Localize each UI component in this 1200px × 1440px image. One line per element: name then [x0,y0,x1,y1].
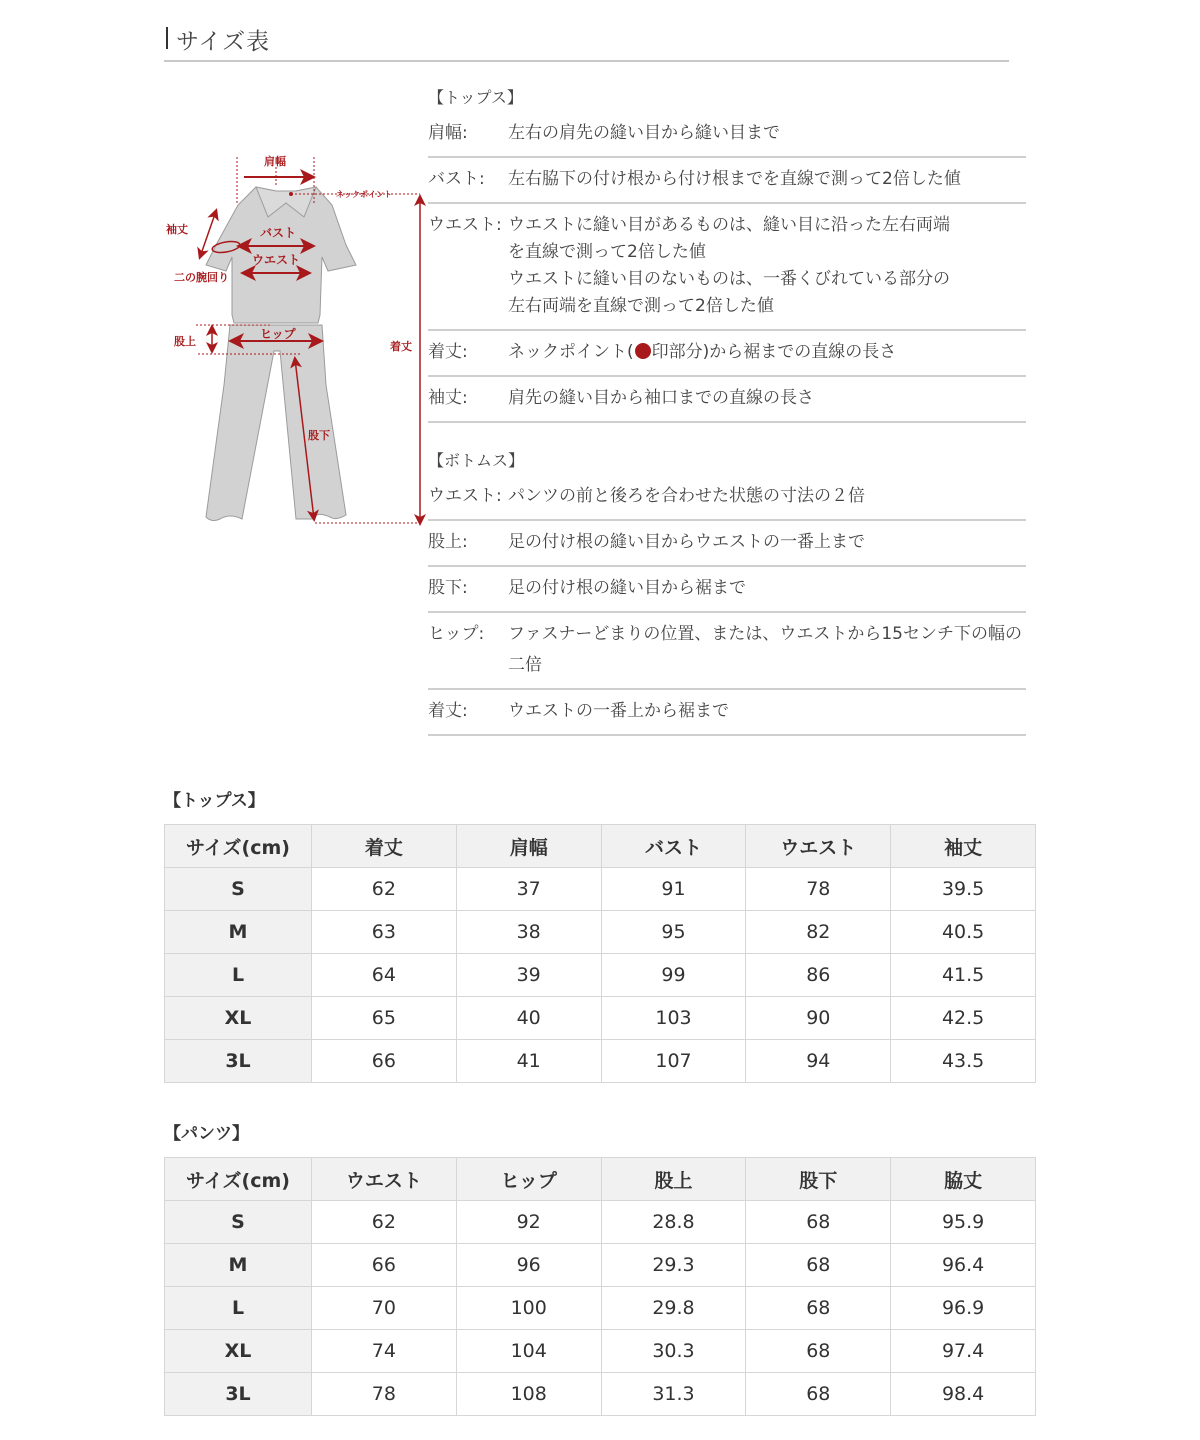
table-cell: 41.5 [891,954,1036,997]
column-header: ウエスト [746,825,891,868]
column-header: ヒップ [456,1158,601,1201]
definition-desc: 肩先の縫い目から袖口までの直線の長さ [508,388,814,408]
definition-row [428,475,1026,521]
definition-term: 股下: [428,578,468,598]
table-cell: 104 [456,1330,601,1373]
table-cell: 92 [456,1201,601,1244]
table-cell: 68 [746,1201,891,1244]
definition-term: 股上: [428,532,468,552]
definition-row [428,613,1026,690]
table-cell: 68 [746,1287,891,1330]
tops-table-title: 【トップス】 [164,791,265,811]
table-cell: 39 [456,954,601,997]
table-cell: 96.9 [891,1287,1036,1330]
table-cell: 99 [601,954,746,997]
table-row [165,1287,1036,1330]
table-cell: 29.8 [601,1287,746,1330]
column-header: 股上 [601,1158,746,1201]
table-cell: 40 [456,997,601,1040]
label-upper-arm: 二の腕回り [174,271,229,284]
definition-desc: 左右脇下の付け根から付け根までを直線で測って2倍した値 [508,169,961,189]
size-label-cell: S [165,868,312,911]
definition-row [428,521,1026,567]
column-header: 着丈 [312,825,457,868]
definition-desc: 足の付け根の縫い目からウエストの一番上まで [508,532,865,552]
table-row [165,911,1036,954]
table-cell: 74 [312,1330,457,1373]
size-label-cell: L [165,1287,312,1330]
table-cell: 62 [312,1201,457,1244]
table-cell: 94 [746,1040,891,1083]
definition-desc: ウエストの一番上から裾まで [508,701,729,721]
pants-table-title: 【パンツ】 [164,1124,249,1144]
bottoms-definitions-title: 【ボトムス】 [428,451,525,470]
table-cell: 39.5 [891,868,1036,911]
definition-desc: ウエストに縫い目があるものは、縫い目に沿った左右両端 を直線で測って2倍した値 ウエストに縫い目のないものは、一番くびれている部分の 左右両端を直線で測って2倍した値 [508,215,950,316]
size-label-cell: XL [165,1330,312,1373]
definition-row [428,567,1026,613]
table-cell: 98.4 [891,1373,1036,1416]
label-sleeve: 袖丈 [166,223,188,236]
table-cell: 100 [456,1287,601,1330]
table-header-row [165,825,1036,868]
measurement-diagram [160,145,440,535]
pants-size-table [164,1157,1036,1416]
column-header: 袖丈 [891,825,1036,868]
definition-desc: 左右の肩先の縫い目から縫い目まで [508,123,780,143]
table-cell: 62 [312,868,457,911]
column-header: サイズ(cm) [165,825,312,868]
definition-term: 肩幅: [428,123,468,143]
definition-term: ウエスト: [428,486,502,506]
label-shoulder: 肩幅 [264,155,286,168]
definition-desc: 足の付け根の縫い目から裾まで [508,578,746,598]
table-cell: 96 [456,1244,601,1287]
table-cell: 90 [746,997,891,1040]
definition-row [428,112,1026,158]
table-row [165,1201,1036,1244]
table-cell: 64 [312,954,457,997]
size-label-cell: L [165,954,312,997]
table-row [165,1244,1036,1287]
garment-illustration [160,145,440,535]
table-row [165,868,1036,911]
table-cell: 108 [456,1373,601,1416]
label-length: 着丈 [390,340,412,353]
table-cell: 43.5 [891,1040,1036,1083]
table-cell: 65 [312,997,457,1040]
tops-definitions-title: 【トップス】 [428,88,523,107]
table-cell: 29.3 [601,1244,746,1287]
table-row [165,1330,1036,1373]
table-cell: 91 [601,868,746,911]
label-neck-point: ネックポイント [336,190,392,199]
table-cell: 28.8 [601,1201,746,1244]
column-header: サイズ(cm) [165,1158,312,1201]
table-cell: 38 [456,911,601,954]
table-cell: 31.3 [601,1373,746,1416]
label-inseam: 股下 [308,429,330,442]
table-cell: 37 [456,868,601,911]
table-cell: 97.4 [891,1330,1036,1373]
definition-term: ウエスト: [428,215,502,235]
table-cell: 30.3 [601,1330,746,1373]
table-cell: 95.9 [891,1201,1036,1244]
definition-term: ヒップ: [428,624,485,644]
column-header: 股下 [746,1158,891,1201]
table-cell: 70 [312,1287,457,1330]
table-cell: 68 [746,1244,891,1287]
definition-term: 着丈: [428,342,468,362]
size-label-cell: S [165,1201,312,1244]
table-cell: 86 [746,954,891,997]
table-cell: 40.5 [891,911,1036,954]
table-cell: 78 [746,868,891,911]
table-cell: 96.4 [891,1244,1036,1287]
size-label-cell: 3L [165,1040,312,1083]
table-cell: 95 [601,911,746,954]
table-cell: 42.5 [891,997,1036,1040]
column-header: ウエスト [312,1158,457,1201]
definition-desc: ファスナーどまりの位置、または、ウエストから15センチ下の幅の 二倍 [508,624,1022,675]
size-label-cell: M [165,1244,312,1287]
size-label-cell: XL [165,997,312,1040]
table-row [165,954,1036,997]
table-cell: 41 [456,1040,601,1083]
table-cell: 63 [312,911,457,954]
table-header-row [165,1158,1036,1201]
label-waist: ウエスト [252,253,301,267]
table-row [165,1373,1036,1416]
definition-row [428,331,1026,377]
definition-desc: ネックポイント( 印部分)から裾までの直線の長さ [508,342,897,362]
label-rise: 股上 [174,335,196,348]
tops-size-table [164,824,1036,1083]
definition-term: バスト: [428,169,485,189]
title-accent-bar [166,27,168,49]
red-dot-icon [635,343,651,359]
page-title-text: サイズ表 [176,29,271,55]
table-cell: 103 [601,997,746,1040]
table-cell: 66 [312,1244,457,1287]
label-bust: バスト [260,226,297,240]
table-cell: 107 [601,1040,746,1083]
size-label-cell: 3L [165,1373,312,1416]
pants-table-body [165,1201,1036,1416]
page-title [164,20,1009,62]
definition-term: 袖丈: [428,388,468,408]
table-row [165,997,1036,1040]
table-cell: 66 [312,1040,457,1083]
column-header: 脇丈 [891,1158,1036,1201]
table-cell: 68 [746,1373,891,1416]
definition-row [428,377,1026,423]
column-header: バスト [601,825,746,868]
table-cell: 68 [746,1330,891,1373]
column-header: 肩幅 [456,825,601,868]
definition-desc: パンツの前と後ろを合わせた状態の寸法の２倍 [508,486,865,506]
table-row [165,1040,1036,1083]
table-cell: 78 [312,1373,457,1416]
size-label-cell: M [165,911,312,954]
measurement-definitions [428,84,1026,736]
definition-row [428,204,1026,331]
definition-row [428,690,1026,736]
tops-table-body [165,868,1036,1083]
definition-row [428,158,1026,204]
definition-term: 着丈: [428,701,468,721]
table-cell: 82 [746,911,891,954]
label-hip: ヒップ [260,327,296,341]
